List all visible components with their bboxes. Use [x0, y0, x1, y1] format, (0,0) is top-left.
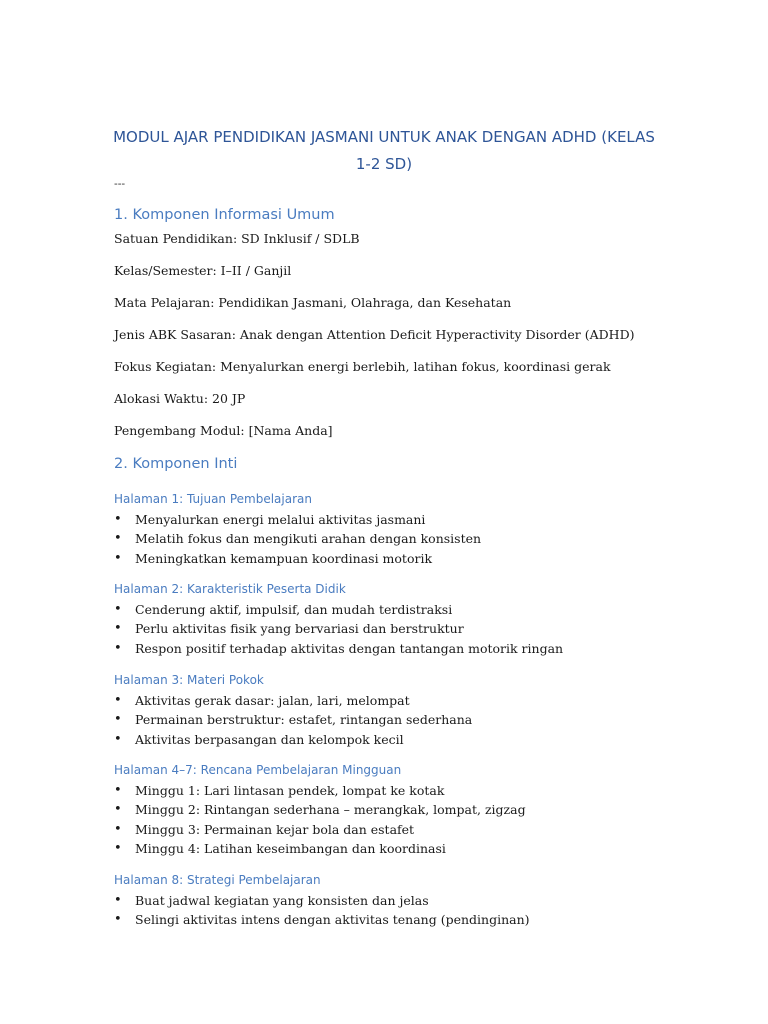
bullet-list: [114, 510, 481, 568]
list-item-text: Minggu 3: Permainan kejar bola dan estafet: [135, 821, 415, 837]
list-item-text: Minggu 4: Latihan keseimbangan dan koordinasi: [135, 840, 446, 856]
field-jenis-abk: Jenis ABK Sasaran: Anak dengan Attention Deficit Hyperactivity Disorder (ADHD): [114, 327, 635, 342]
list-item: [114, 800, 526, 819]
list-item: [114, 691, 472, 710]
bullet-list: [114, 781, 526, 858]
list-item: [114, 600, 563, 619]
list-item-text: Minggu 1: Lari lintasan pendek, lompat ke kotak: [135, 783, 445, 798]
title-line-1: MODUL AJAR PENDIDIKAN JASMANI UNTUK ANAK DENGAN ADHD (KELAS: [113, 128, 655, 146]
list-item-text: Cenderung aktif, impulsif, dan mudah terdistraksi: [135, 602, 453, 617]
field-mata-pelajaran: Mata Pelajaran: Pendidikan Jasmani, Olahraga, dan Kesehatan: [114, 295, 512, 310]
list-item-text: Respon positif terhadap aktivitas dengan tantangan motorik ringan: [135, 640, 564, 656]
bullet-icon: •: [114, 712, 122, 728]
list-item: [114, 730, 472, 749]
list-item: [114, 639, 563, 658]
list-item: [114, 820, 526, 839]
bullet-icon: •: [114, 512, 122, 527]
subsection-heading: Halaman 4–7: Rencana Pembelajaran Mingguan: [114, 763, 402, 777]
list-item-text: Buat jadwal kegiatan yang konsisten dan jelas: [135, 893, 429, 908]
list-item-text: Minggu 2: Rintangan sederhana – merangkak, lompat, zigzag: [135, 802, 526, 818]
separator: ---: [114, 177, 126, 190]
bullet-list: [114, 691, 472, 749]
bullet-icon: •: [114, 531, 122, 547]
subsection-heading: Halaman 8: Strategi Pembelajaran: [114, 873, 321, 887]
list-item-text: Meningkatkan kemampuan koordinasi motorik: [135, 550, 433, 566]
list-item-text: Melatih fokus dan mengikuti arahan dengan konsisten: [135, 531, 482, 547]
bullet-list: [114, 891, 530, 930]
field-alokasi-waktu: Alokasi Waktu: 20 JP: [114, 391, 246, 406]
section-1-heading: 1. Komponen Informasi Umum: [114, 207, 335, 223]
list-item-text: Selingi aktivitas intens dengan aktivitas tenang (pendinginan): [135, 912, 530, 928]
list-item: [114, 839, 526, 858]
section-2-heading: 2. Komponen Inti: [114, 456, 238, 472]
list-item: [114, 619, 563, 638]
bullet-icon: •: [114, 731, 122, 747]
list-item-text: Perlu aktivitas fisik yang bervariasi dan berstruktur: [135, 621, 464, 637]
list-item-text: Aktivitas gerak dasar: jalan, lari, melompat: [135, 693, 410, 708]
subsection-heading: Halaman 1: Tujuan Pembelajaran: [114, 492, 312, 506]
list-item: [114, 910, 530, 929]
field-satuan-pendidikan: Satuan Pendidikan: SD Inklusif / SDLB: [114, 231, 360, 246]
bullet-icon: •: [114, 621, 122, 637]
title-line-2: 1-2 SD): [355, 155, 413, 173]
field-fokus-kegiatan: Fokus Kegiatan: Menyalurkan energi berlebih, latihan fokus, koordinasi gerak: [114, 359, 611, 374]
list-item: [114, 529, 481, 548]
bullet-icon: •: [114, 840, 122, 856]
list-item: [114, 891, 530, 910]
bullet-icon: •: [114, 783, 122, 798]
bullet-icon: •: [114, 821, 122, 837]
list-item: [114, 710, 472, 729]
field-pengembang-modul: Pengembang Modul: [Nama Anda]: [114, 423, 333, 438]
bullet-icon: •: [114, 802, 122, 818]
bullet-icon: •: [114, 693, 122, 708]
field-kelas-semester: Kelas/Semester: I–II / Ganjil: [114, 263, 292, 278]
list-item: [114, 510, 481, 529]
list-item-text: Menyalurkan energi melalui aktivitas jasmani: [135, 512, 426, 527]
document-title: [100, 124, 668, 178]
bullet-icon: •: [114, 550, 122, 566]
list-item: [114, 549, 481, 568]
bullet-icon: •: [114, 640, 122, 656]
subsection-heading: Halaman 3: Materi Pokok: [114, 673, 264, 687]
bullet-icon: •: [114, 893, 122, 908]
list-item: [114, 781, 526, 800]
bullet-list: [114, 600, 563, 658]
bullet-icon: •: [114, 912, 122, 928]
subsection-heading: Halaman 2: Karakteristik Peserta Didik: [114, 582, 346, 596]
list-item-text: Permainan berstruktur: estafet, rintangan sederhana: [135, 712, 473, 728]
bullet-icon: •: [114, 602, 122, 617]
list-item-text: Aktivitas berpasangan dan kelompok kecil: [135, 731, 404, 747]
